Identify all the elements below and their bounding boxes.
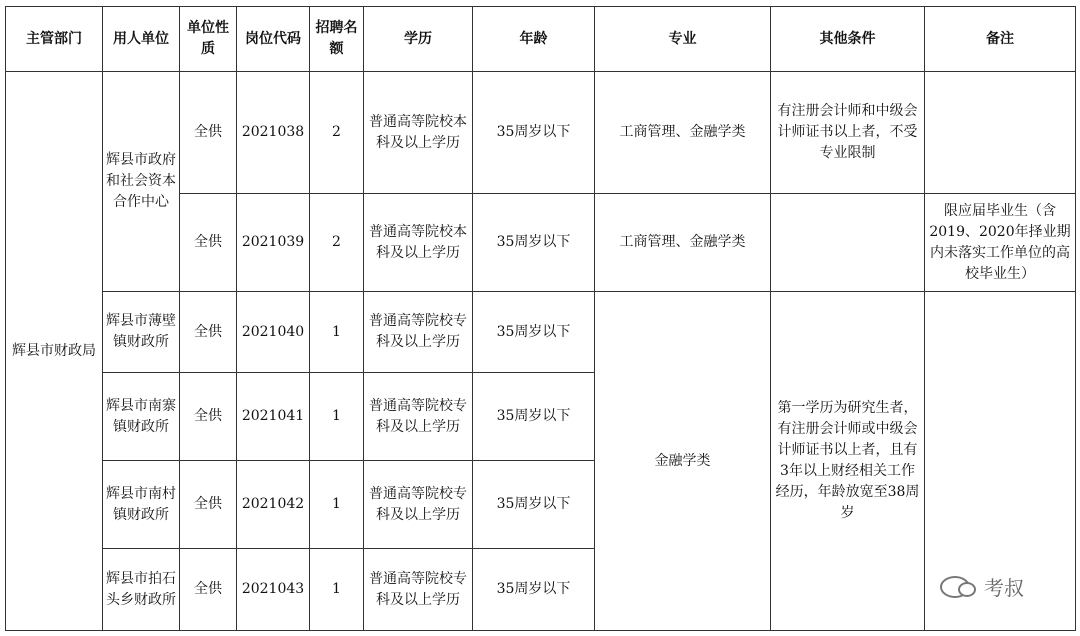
header-conditions: 其他条件: [771, 7, 925, 72]
header-quota: 招聘名额: [310, 7, 364, 72]
header-row: [6, 7, 1076, 72]
conditions-cell: 第一学历为研究生者，有注册会计师或中级会计师证书以上者，且有3年以上财经相关工作经历，年龄放宽至38周岁: [771, 292, 925, 631]
conditions-cell: 有注册会计师和中级会计师证书以上者，不受专业限制: [771, 72, 925, 194]
nature-cell: 全供: [180, 461, 237, 549]
education-cell: 普通高等院校本科及以上学历: [364, 72, 473, 194]
code-cell: 2021041: [237, 373, 310, 461]
recruitment-table: [5, 6, 1076, 631]
quota-cell: 1: [310, 292, 364, 373]
nature-cell: 全供: [180, 373, 237, 461]
employer-cell: 辉县市政府和社会资本合作中心: [103, 72, 180, 292]
nature-cell: 全供: [180, 292, 237, 373]
age-cell: 35周岁以下: [473, 461, 595, 549]
code-cell: 2021043: [237, 549, 310, 631]
education-cell: 普通高等院校专科及以上学历: [364, 373, 473, 461]
employer-cell: 辉县市薄壁镇财政所: [103, 292, 180, 373]
header-age: 年龄: [473, 7, 595, 72]
quota-cell: 1: [310, 373, 364, 461]
quota-cell: 2: [310, 194, 364, 292]
wechat-icon: [940, 576, 970, 598]
header-remarks: 备注: [925, 7, 1076, 72]
age-cell: 35周岁以下: [473, 72, 595, 194]
employer-cell: 辉县市拍石头乡财政所: [103, 549, 180, 631]
age-cell: 35周岁以下: [473, 373, 595, 461]
employer-cell: 辉县市南村镇财政所: [103, 461, 180, 549]
quota-cell: 1: [310, 549, 364, 631]
major-cell: 工商管理、金融学类: [595, 72, 771, 194]
header-nature: 单位性质: [180, 7, 237, 72]
employer-cell: 辉县市南寨镇财政所: [103, 373, 180, 461]
nature-cell: 全供: [180, 549, 237, 631]
watermark-text: 考叔: [984, 576, 1024, 600]
major-cell: 金融学类: [595, 292, 771, 631]
table-row: [6, 292, 1076, 373]
watermark: [940, 572, 1024, 601]
age-cell: 35周岁以下: [473, 292, 595, 373]
nature-cell: 全供: [180, 194, 237, 292]
quota-cell: 1: [310, 461, 364, 549]
education-cell: 普通高等院校专科及以上学历: [364, 292, 473, 373]
header-employer: 用人单位: [103, 7, 180, 72]
header-dept: 主管部门: [6, 7, 103, 72]
dept-name: 辉县市财政局: [12, 342, 96, 359]
code-cell: 2021038: [237, 72, 310, 194]
nature-cell: 全供: [180, 72, 237, 194]
age-cell: 35周岁以下: [473, 549, 595, 631]
quota-cell: 2: [310, 72, 364, 194]
education-cell: 普通高等院校本科及以上学历: [364, 194, 473, 292]
header-major: 专业: [595, 7, 771, 72]
table-row: [6, 72, 1076, 194]
conditions-cell: [771, 194, 925, 292]
code-cell: 2021042: [237, 461, 310, 549]
age-cell: 35周岁以下: [473, 194, 595, 292]
header-code: 岗位代码: [237, 7, 310, 72]
dept-cell: [6, 72, 103, 631]
header-education: 学历: [364, 7, 473, 72]
remarks-cell: 限应届毕业生（含2019、2020年择业期内未落实工作单位的高校毕业生）: [925, 194, 1076, 292]
education-cell: 普通高等院校专科及以上学历: [364, 549, 473, 631]
education-cell: 普通高等院校专科及以上学历: [364, 461, 473, 549]
code-cell: 2021039: [237, 194, 310, 292]
remarks-cell: [925, 72, 1076, 194]
code-cell: 2021040: [237, 292, 310, 373]
major-cell: 工商管理、金融学类: [595, 194, 771, 292]
